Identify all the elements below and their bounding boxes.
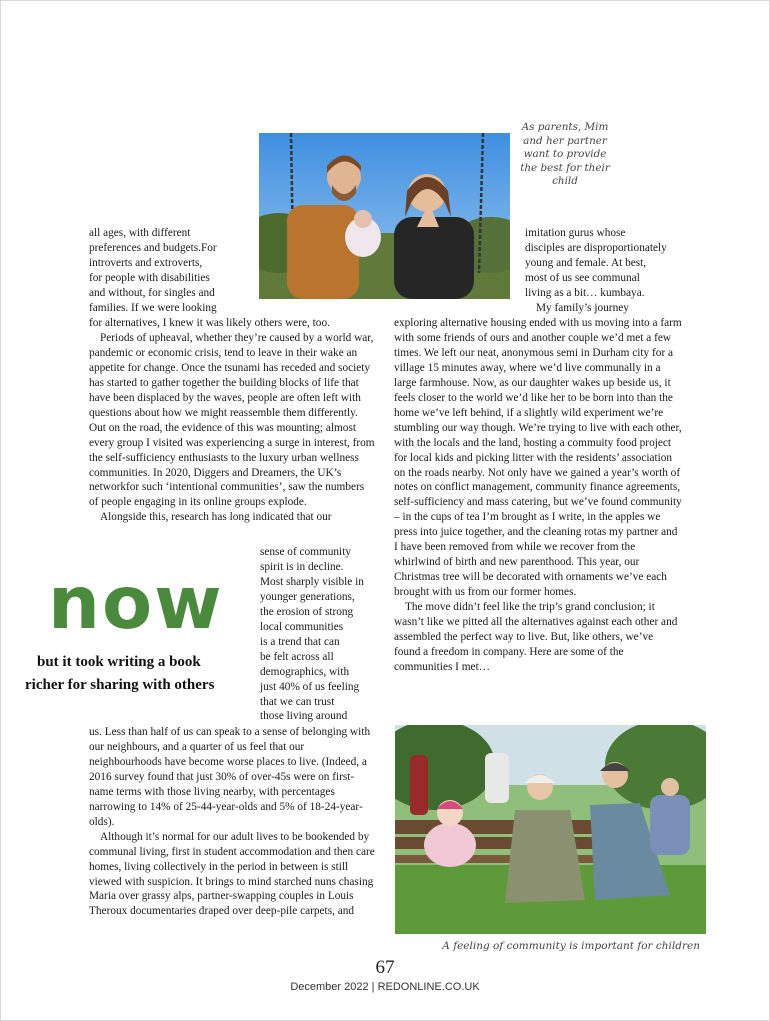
pull-quote-word: now: [48, 561, 224, 646]
bottom-photo-caption: A feeling of community is important for children: [442, 940, 700, 952]
paragraph: us. Less than half of us can speak to a sense of belonging with our neighbours, and a quarter of us feel that our neighbourhoods have become worse places to live. (Indeed, a 2016 survey found that just 30% of over-45s were on first-name terms with those living nearby, with percentages narrowing to 14% of 25-44-year-olds and 5% of 18-24-year-olds).: [89, 726, 371, 828]
text-line: sense of community: [260, 546, 351, 558]
paragraph: The move didn’t feel like the trip’s grand conclusion; it wasn’t like we pitted all the alternatives against each other and assembled the perfect way to live. But, like others, we’ve found a freedom in company. Here are some of the communities I met…: [394, 601, 678, 673]
column-right-top: [525, 226, 705, 316]
text-line: living as a bit… kumbaya.: [525, 286, 645, 299]
pull-quote-line: but it took writing a book: [37, 654, 201, 670]
paragraph: Periods of upheaval, whether they’re caused by a world war, pandemic or economic crisis, tend to leave in their wake an appetite for change. Once the tsunami has receded and society has started to gather together the building blocks of life that have been displaced by the waves, people are often left with questions about how we might reassemble them differently. Out on the road, the evidence of this was mounting; almost every group I visited was experiencing a surge in interest, from the self-sufficiency enthusiasts to the luxury urban wellness communities. In 2020, Diggers and Dreamers, the UK’s networkfor such ‘intentional communities’, saw the numbers of people engaging in its online groups explode.: [89, 331, 375, 509]
column-left-bottom: [89, 725, 376, 919]
text-line: the erosion of strong: [260, 605, 354, 618]
text-line: spirit is in decline.: [260, 560, 344, 573]
text-line: most of us see communal: [525, 271, 640, 284]
paragraph: exploring alternative housing ended with us moving into a farm with some friends of ours and another couple we’d met a few times. We left our neat, anonymous semi in Durham city for a village 15 minutes away, where we’d live communally in a large farmhouse. Now, as our daughter wakes up beside us, it feels closer to the world we’d like her to be born into than the home we’ve left behind, if a slightly wild experiment we’re stumbling our way though. We’re trying to live with each other, with the locals and the land, hosting a commuity food project for local kids and picking litter with the residents’ association on the roads nearby. Not only have we gained a year’s worth of notes on conflict management, community finance agreements, self-sufficiency and mass catering, but we’ve found community – in the cups of tea I’m brought as I write, in the apples we press into juice together, and the cleaning rotas my partner and I have been removed from while we recover from the whirlwind of birth and new parenthood. This year, our Christmas tree will be decorated with ornaments we’ve each brought with us from our former homes.: [394, 317, 682, 599]
column-left-top: [89, 226, 255, 316]
text-line: is a trend that can: [260, 635, 340, 648]
text-line: those living around: [260, 710, 348, 723]
text-line: younger generations,: [260, 590, 355, 603]
text-line: and without, for singles and: [89, 286, 215, 299]
paragraph: for alternatives, I knew it was likely others were, too.: [89, 317, 330, 329]
text-line: imitation gurus whose: [525, 227, 626, 239]
paragraph: Although it’s normal for our adult lives to be bookended by communal living, first in student accommodation and then care homes, living collectively in the period in between is still viewed with suspicion. It brings to mind starched nuns chasing Maria over grassy alps, partner-swapping couples in Louis Theroux documentaries draped over deep-pile carpets, and: [89, 830, 375, 918]
text-line: Most sharply visible in: [260, 575, 364, 588]
text-line: preferences and budgets.For: [89, 241, 217, 254]
paragraph: Alongside this, research has long indicated that our: [100, 511, 332, 524]
top-photo: [259, 133, 510, 299]
text-line: demographics, with: [260, 665, 350, 678]
text-line: young and female. At best,: [525, 256, 647, 269]
text-line: all ages, with different: [89, 227, 191, 239]
page-number: 67: [375, 957, 395, 978]
pull-quote-line: richer for sharing with others: [25, 677, 215, 693]
bottom-photo: [395, 725, 706, 934]
issue-footer: December 2022 | REDONLINE.CO.UK: [290, 981, 480, 993]
text-line: local communities: [260, 620, 344, 633]
text-line: for people with disabilities: [89, 271, 210, 284]
column-right-body: [394, 316, 682, 675]
text-line: disciples are disproportionately: [525, 241, 667, 254]
text-line: be felt across all: [260, 650, 334, 663]
text-line: just 40% of us feeling: [260, 680, 360, 693]
column-left-narrow: [260, 545, 378, 724]
text-line: families. If we were looking: [89, 301, 217, 314]
column-left-body: [89, 316, 376, 525]
text-line: introverts and extroverts,: [89, 256, 203, 269]
top-photo-caption: As parents, Mim and her partner want to provide the best for their child: [520, 121, 610, 188]
text-line: that we can trust: [260, 695, 335, 708]
text-line: My family’s journey: [536, 301, 629, 314]
